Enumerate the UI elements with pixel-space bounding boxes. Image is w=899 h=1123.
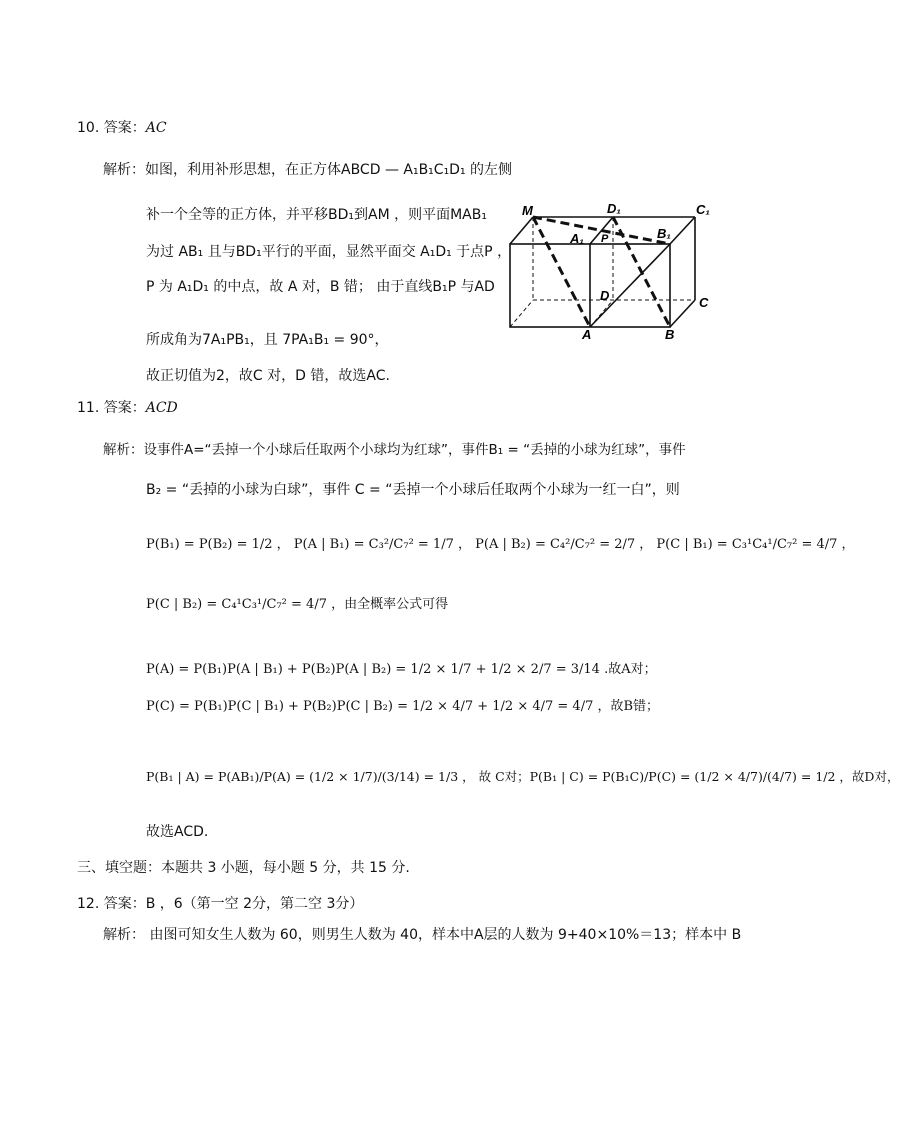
cube-figure: [500, 200, 730, 340]
q11-line2: B₂ = “丢掉的小球为白球”，事件 C = “丢掉一个小球后任取两个小球为一红一白”，则: [146, 482, 680, 498]
q11-eq4: P(C) = P(B₁)P(C | B₁) + P(B₂)P(C | B₂) = 1/2 × 4/7 + 1/2 × 4/7 = 4/7 ，故B错；: [146, 699, 660, 714]
label-d1: D₁: [607, 201, 621, 216]
q10-line5: 所成角为7A₁PB₁，且 7PA₁B₁ = 90°，: [146, 332, 389, 348]
label-c1: C₁: [696, 202, 710, 217]
label-a1: A₁: [570, 231, 584, 246]
q10-line6: 故正切值为2，故C 对，D 错，故选AC.: [146, 368, 390, 384]
q11-header-label: 11. 答案：: [77, 400, 146, 416]
label-b1: B₁: [657, 226, 671, 241]
q10-header-label: 10. 答案：: [77, 120, 146, 136]
label-d: D: [600, 288, 610, 303]
q10-line1: 解析：如图，利用补形思想，在正方体ABCD — A₁B₁C₁D₁ 的左侧: [103, 162, 513, 178]
q12-line1: 解析： 由图可知女生人数为 60，则男生人数为 40，样本中A层的人数为 9+40×10%＝13；样本中 B: [103, 927, 742, 943]
q10-header: [77, 118, 167, 138]
label-p: P: [601, 233, 609, 245]
q10-answer: AC: [145, 120, 167, 136]
label-m: M: [522, 203, 533, 218]
q10-line3: 为过 AB₁ 且与BD₁平行的平面，显然平面交 A₁D₁ 于点P ，: [146, 244, 512, 260]
q11-eq2: P(C | B₂) = C₄¹C₃¹/C₇² = 4/7 ，由全概率公式可得: [146, 597, 449, 612]
q11-eq1: P(B₁) = P(B₂) = 1/2 ， P(A | B₁) = C₃²/C₇² = 1/7 ， P(A | B₂) = C₄²/C₇² = 2/7 ， P(C | B₁) = C₃¹C₄¹/C₇² = 4/7 ，: [146, 537, 855, 552]
label-a: A: [582, 327, 592, 342]
q11-answer: ACD: [145, 400, 178, 416]
q10-line2: 补一个全等的正方体，并平移BD₁到AM ，则平面MAB₁: [146, 207, 487, 223]
q12-header: [77, 894, 363, 914]
q11-eq5: P(B₁ | A) = P(AB₁)/P(A) = (1/2 × 1/7)/(3/14) = 1/3 ， 故 C对；P(B₁ | C) = P(B₁C)/P(C) = (1/2 × 4/7)/(4/7) = 1/2 ，故D对，: [146, 769, 899, 784]
q12-answer: B ，6（第一空 2分，第二空 3分）: [145, 896, 364, 912]
label-b: B: [665, 327, 675, 342]
q11-header: [77, 398, 178, 418]
q11-eq3: P(A) = P(B₁)P(A | B₁) + P(B₂)P(A | B₂) = 1/2 × 1/7 + 1/2 × 2/7 = 3/14 .故A对；: [146, 662, 657, 677]
section3-title: 三、填空题：本题共 3 小题，每小题 5 分，共 15 分.: [77, 860, 410, 876]
q12-header-label: 12. 答案：: [77, 896, 146, 912]
q10-line4: P 为 A₁D₁ 的中点，故 A 对，B 错； 由于直线B₁P 与AD: [146, 279, 495, 295]
label-c: C: [699, 295, 709, 310]
q11-line1: 解析：设事件A=“丢掉一个小球后任取两个小球均为红球”，事件B₁ = “丢掉的小球为红球”，事件: [103, 442, 686, 458]
q11-conclusion: 故选ACD.: [146, 824, 209, 840]
